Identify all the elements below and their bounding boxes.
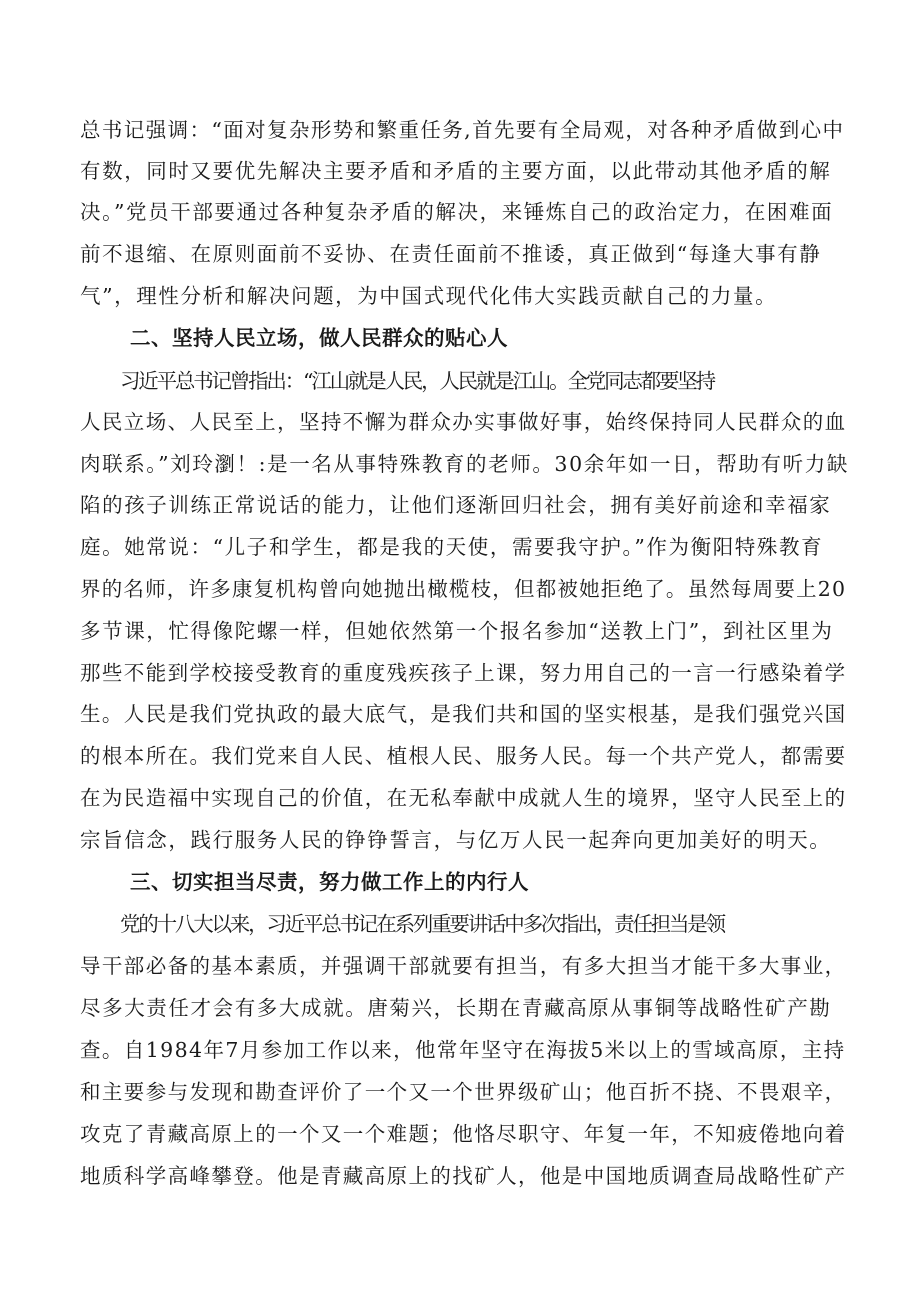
paragraph-1-line-2: 有数，同时又要优先解决主要矛盾和矛盾的主要方面，以此带动其他矛盾的解: [80, 159, 832, 183]
paragraph-2-line-10: 的根本所在。我们党来自人民、植根人民、服务人民。每一个共产党人，都需要: [80, 744, 847, 768]
paragraph-3-line-1: 党的十八大以来，习近平总书记在系列重要讲话中多次指出，责任担当是领: [120, 912, 724, 936]
paragraph-2-line-7: 多节课，忙得像陀螺一样，但她依然第一个报名参加“送教上门”，到社区里为: [80, 619, 834, 643]
paragraph-1-line-3: 决。”党员干部要通过各种复杂矛盾的解决，来锤炼自己的政治定力，在困难面: [80, 200, 834, 224]
paragraph-2-line-9: 生。人民是我们党执政的最大底气，是我们共和国的坚实根基，是我们强党兴国: [80, 702, 847, 726]
paragraph-3-line-2: 导干部必备的基本素质，并强调干部就要有担当，有多大担当才能干多大事业，: [80, 954, 847, 978]
paragraph-2-line-3: 肉联系。”刘玲瀏！:是一名从事特殊教育的老师。30余年如一日，帮助有听力缺: [80, 452, 849, 476]
paragraph-2-line-4: 陷的孩子训练正常说话的能力，让他们逐渐回归社会，拥有美好前途和幸福家: [80, 493, 832, 517]
paragraph-3-line-7: 地质科学高峰攀登。他是青藏高原上的找矿人，他是中国地质调查局战略性矿产: [80, 1164, 847, 1188]
section-heading-2: 二、坚持人民立场，做人民群众的贴心人: [130, 326, 508, 350]
paragraph-1-line-4: 前不退缩、在原则面前不妥协、在责任面前不推诿，真正做到“每逢大事有静: [80, 242, 822, 266]
paragraph-3-line-4: 查。自1984年7月参加工作以来，他常年坚守在海拔5米以上的雪域高原，主持: [80, 1038, 846, 1062]
paragraph-3-line-6: 攻克了青藏高原上的一个又一个难题；他恪尽职守、年复一年，不知疲倦地向着: [80, 1122, 847, 1146]
paragraph-3-line-5: 和主要参与发现和勘查评价了一个又一个世界级矿山；他百折不挠、不畏艰辛，: [80, 1080, 847, 1104]
section-heading-3: 三、切实担当尽责，努力做工作上的内行人: [130, 870, 529, 894]
paragraph-2-line-1: 习近平总书记曾指出：“江山就是人民，人民就是江山。全党同志都要坚持: [120, 369, 714, 393]
paragraph-3-line-3: 尽多大责任才会有多大成就。唐菊兴，长期在青藏高原从事铜等战略性矿产勘: [80, 996, 832, 1020]
paragraph-1-line-5: 气”，理性分析和解决问题，为中国式现代化伟大实践贡献自己的力量。: [80, 284, 778, 308]
paragraph-2-line-6: 界的名师，许多康复机构曾向她抛出橄榄枝，但都被她拒绝了。虽然每周要上20: [80, 577, 847, 601]
paragraph-2-line-12: 宗旨信念，践行服务人民的铮铮誓言，与亿万人民一起奔向更加美好的明天。: [80, 828, 832, 852]
paragraph-2-line-11: 在为民造福中实现自己的价值，在无私奉献中成就人生的境界，坚守人民至上的: [80, 786, 847, 810]
paragraph-2-line-5: 庭。她常说：“儿子和学生，都是我的天使，需要我守护。”作为衡阳特殊教育: [80, 535, 824, 559]
paragraph-2-line-8: 那些不能到学校接受教育的重度残疾孩子上课，努力用自己的一言一行感染着学: [80, 661, 847, 685]
paragraph-1-line-1: 总书记强调：“面对复杂形势和繁重任务,首先要有全局观，对各种矛盾做到心中: [80, 118, 845, 142]
paragraph-2-line-2: 人民立场、人民至上，坚持不懈为群众办实事做好事，始终保持同人民群众的血: [80, 410, 847, 434]
